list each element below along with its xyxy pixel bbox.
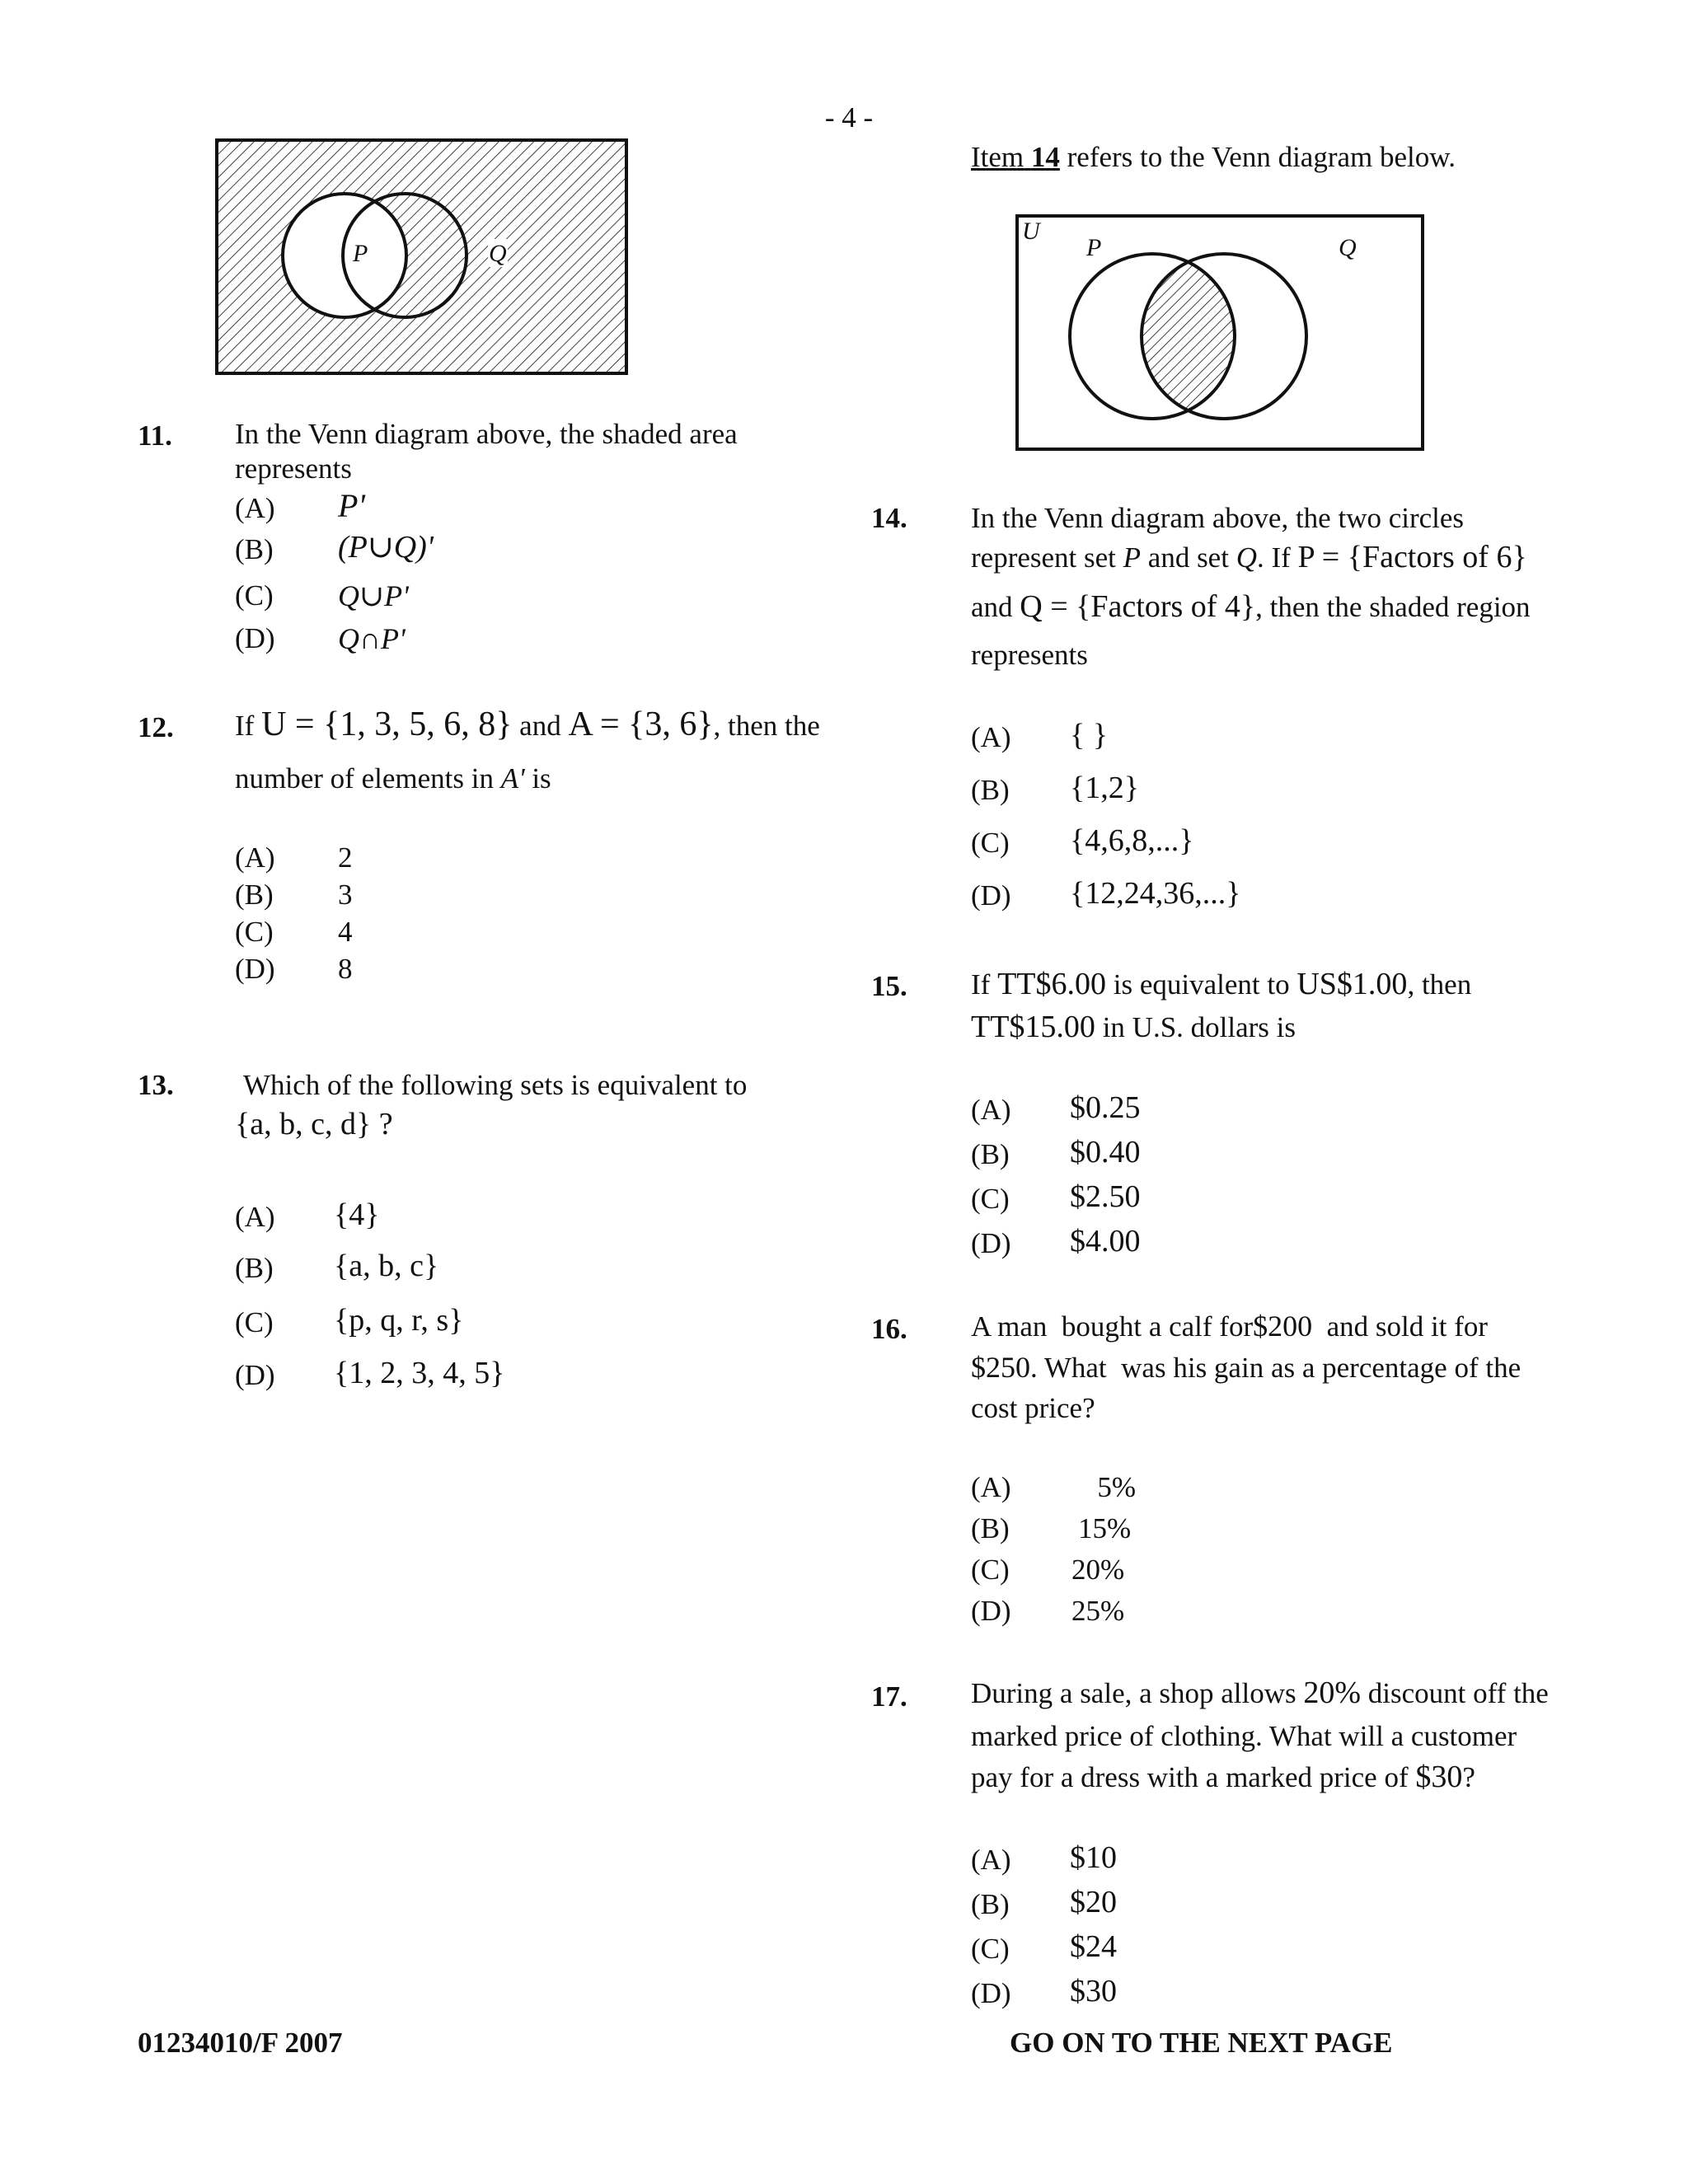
question-16-line3: cost price?	[971, 1392, 1095, 1424]
question-13-line2: {a, b, c, d} ?	[235, 1107, 393, 1141]
venn-diagram-q11	[213, 136, 631, 379]
question-12-line1: If U = {1, 3, 5, 6, 8} and A = {3, 6}, then the	[235, 705, 820, 743]
question-14-line4: represents	[971, 639, 1088, 671]
label-q: Q	[1339, 234, 1357, 261]
label-q: Q	[489, 240, 507, 267]
question-17-line3: pay for a dress with a marked price of $30?	[971, 1760, 1475, 1794]
question-number-15: 15.	[871, 970, 907, 1002]
question-16-line2: $250. What was his gain as a percentage of the	[971, 1351, 1522, 1384]
question-number-14: 14.	[871, 502, 907, 534]
question-15-line1: If TT$6.00 is equivalent to US$1.00, then	[971, 967, 1472, 1001]
question-14-line1: In the Venn diagram above, the two circles	[971, 502, 1465, 534]
question-number-16: 16.	[871, 1313, 907, 1345]
venn-diagram-q14	[1014, 213, 1426, 456]
shaded-region	[217, 140, 626, 373]
question-number-17: 17.	[871, 1680, 907, 1713]
question-16-line1: A man bought a calf for$200 and sold it for	[971, 1310, 1489, 1343]
question-12-line2: number of elements in A' is	[235, 762, 551, 794]
question-14-line2: represent set P and set Q. If P = {Factors of 6}	[971, 540, 1527, 574]
label-p: P	[353, 240, 368, 267]
footer-code: 01234010/F 2007	[138, 2027, 343, 2059]
page-number: - 4 -	[824, 101, 874, 134]
question-number-11: 11.	[138, 419, 172, 452]
question-11-stem: In the Venn diagram above, the shaded area represents	[235, 418, 738, 485]
question-14-line3: and Q = {Factors of 4}, then the shaded region	[971, 589, 1531, 624]
item-14-intro: Item 14 refers to the Venn diagram below.	[971, 141, 1456, 173]
label-u: U	[1022, 218, 1040, 245]
question-13-line1: Which of the following sets is equivalent to	[243, 1069, 748, 1101]
question-17-line1: During a sale, a shop allows 20% discount off the	[971, 1675, 1549, 1710]
footer-next-page: GO ON TO THE NEXT PAGE	[1010, 2027, 1393, 2059]
question-number-12: 12.	[138, 711, 174, 743]
question-number-13: 13.	[138, 1069, 174, 1101]
label-p: P	[1086, 234, 1102, 261]
question-15-line2: TT$15.00 in U.S. dollars is	[971, 1010, 1296, 1044]
question-17-line2: marked price of clothing. What will a customer	[971, 1720, 1517, 1752]
